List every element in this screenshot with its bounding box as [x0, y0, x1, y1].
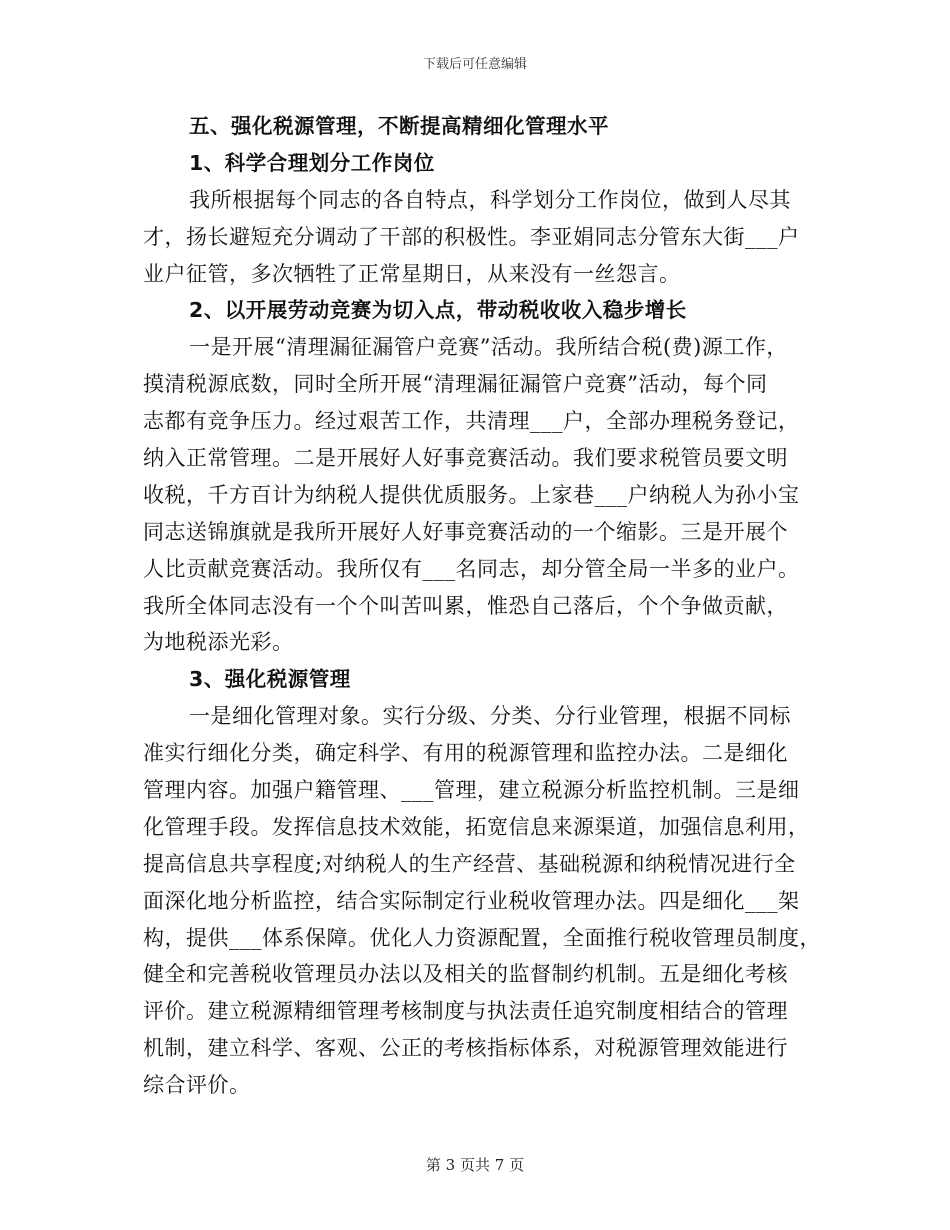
paragraph-line: 一是开展“清理漏征漏管户竞赛”活动。我所结合税(费)源工作，	[189, 335, 788, 360]
paragraph-line: 才，扬长避短充分调动了干部的积极性。李亚娟同志分管东大街___户	[143, 224, 800, 249]
paragraph-line: 一是细化管理对象。实行分级、分类、分行业管理，根据不同标	[189, 704, 791, 729]
paragraph-line: 同志送锦旗就是我所开展好人好事竞赛活动的一个缩影。三是开展个	[143, 519, 788, 544]
page-number: 第 3 页共 7 页	[425, 1156, 525, 1174]
paragraph-line: 健全和完善税收管理员办法以及相关的监督制约机制。五是细化考核	[143, 962, 788, 987]
paragraph-line: 为地税添光彩。	[143, 630, 294, 655]
paragraph-line: 摸清税源底数，同时全所开展“清理漏征漏管户竞赛”活动，每个同	[143, 372, 768, 397]
section-heading: 五、强化税源管理，不断提高精细化管理水平	[189, 114, 609, 138]
paragraph-line: 综合评价。	[143, 1073, 251, 1098]
paragraph-line: 管理内容。加强户籍管理、___管理，建立税源分析监控机制。三是细	[143, 778, 800, 803]
section-heading: 3、强化税源管理	[189, 667, 351, 692]
paragraph-line: 我所根据每个同志的各自特点，科学划分工作岗位，做到人尽其	[189, 187, 791, 212]
paragraph-line: 收税，千方百计为纳税人提供优质服务。上家巷___户纳税人为孙小宝	[143, 482, 800, 507]
paragraph-line: 志都有竞争压力。经过艰苦工作，共清理___户，全部办理税务登记，	[143, 409, 800, 434]
paragraph-line: 构，提供___体系保障。优化人力资源配置，全面推行税收管理员制度，	[143, 925, 821, 950]
paragraph-line: 纳入正常管理。二是开展好人好事竞赛活动。我们要求税管员要文明	[143, 446, 788, 471]
paragraph-line: 我所全体同志没有一个个叫苦叫累，惟恐自己落后，个个争做贡献，	[143, 593, 788, 618]
paragraph-line: 业户征管，多次牺牲了正常星期日，从来没有一丝怨言。	[143, 261, 681, 286]
header-note: 下载后可任意编辑	[422, 57, 527, 72]
document-body	[143, 108, 821, 1104]
paragraph-line: 机制，建立科学、客观、公正的考核指标体系，对税源管理效能进行	[143, 1036, 788, 1061]
paragraph-line: 评价。建立税源精细管理考核制度与执法责任追究制度相结合的管理	[143, 999, 788, 1024]
paragraph-line: 化管理手段。发挥信息技术效能，拓宽信息来源渠道，加强信息利用，	[143, 814, 810, 839]
paragraph-line: 面深化地分析监控，结合实际制定行业税收管理办法。四是细化___架	[143, 888, 800, 913]
paragraph-line: 人比贡献竞赛活动。我所仅有___名同志，却分管全局一半多的业户。	[143, 556, 800, 581]
section-heading: 2、以开展劳动竞赛为切入点，带动税收收入稳步增长	[189, 298, 687, 323]
paragraph-line: 准实行细化分类，确定科学、有用的税源管理和监控办法。二是细化	[143, 741, 788, 766]
paragraph-line: 提高信息共享程度;对纳税人的生产经营、基础税源和纳税情况进行全	[143, 851, 796, 876]
section-heading: 1、科学合理划分工作岗位	[189, 150, 435, 175]
